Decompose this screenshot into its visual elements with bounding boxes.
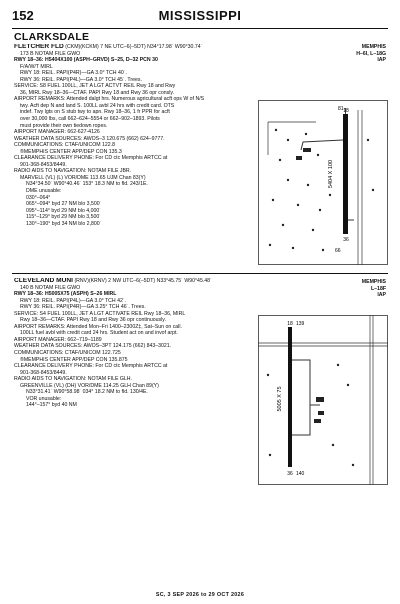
- detail-line: 095°–114° byd 29 NM blo 4,000´: [26, 207, 101, 214]
- detail-line: GREENVILLE (VL) (DH) VOR/DME 114.25 GLH Chan 89(Y): [20, 382, 159, 389]
- detail-line: N34°34.50´ W90°40.46´ 153° 18.3 NM to fld. 243/1E.: [26, 181, 148, 188]
- detail-line: CLEARANCE DELIVERY PHONE: For CD ctc Memphis ARTCC at: [14, 363, 168, 370]
- detail-line: 065°–094° byd 27 NM blo 3,500´: [26, 201, 102, 208]
- runway-end-36: 36: [343, 237, 349, 243]
- detail-line: COMMUNICATIONS: CTAF/UNICOM 122.725: [14, 350, 121, 357]
- detail-line: Rwy 18–36—CTAF. PAPI Rwy 18 and Rwy 36 opr continuously.: [20, 317, 166, 324]
- detail-line: RADIO AIDS TO NAVIGATION: NOTAM FILE JBR.: [14, 168, 132, 175]
- detail-line: twy. Acft dep N and land S. 100LL avbl 24 hrs with credit card. OTS: [20, 102, 175, 109]
- airport-entry-cleveland: [14, 278, 256, 409]
- detail-line: DME unusable:: [26, 188, 62, 195]
- detail-line: RWY 18–36: H5005X75 (ASPH) S–26 MIRL: [14, 291, 117, 298]
- detail-line: 173 B NOTAM FILE GWO: [20, 50, 81, 57]
- detail-line: MARVELL (VL) (L) VOR/DME 113.65 UJM Chan 83(Y): [20, 174, 146, 181]
- detail-line: 100LL fuel avbl with credit card 24 hrs. Student act on and invof arpt.: [20, 330, 178, 337]
- detail-line: WEATHER DATA SOURCES: AWOS–3PT 124.175 (662) 843–3021.: [14, 343, 172, 350]
- detail-line: over 30,000 lbs, call 662–624–5554 or 662–902–1893. Pilots: [20, 116, 160, 123]
- airport-diagram-fletcher: [258, 100, 388, 265]
- detail-line: AIRPORT MANAGER: 662–719–1189: [14, 336, 102, 343]
- chart-refs-fletcher: [356, 44, 386, 64]
- runway-18-36: [343, 114, 348, 234]
- detail-line: RWY 18: REIL. PAPI(P4R)—GA 3.0° TCH 40´.: [20, 70, 127, 77]
- building: [296, 156, 302, 160]
- building: [316, 397, 324, 402]
- detail-line: AIRPORT MANAGER: 662-627-4126: [14, 129, 100, 136]
- detail-line: AIRPORT REMARKS: Attended dalgt hrs. Numerous agricultural acft ops W of N/S: [14, 96, 205, 103]
- airport-details: [14, 285, 256, 409]
- detail-line: 901-368-8453/8449.: [20, 369, 67, 376]
- detail-line: RWY 18–36: H5404X100 (ASPH–GRVD) S–25, D–32 PCN 30: [14, 57, 158, 64]
- elevation-north: 81: [338, 106, 344, 112]
- detail-line: VOR unusable:: [26, 395, 62, 402]
- elevation-south: 140: [296, 471, 305, 477]
- elevation-south: 66: [335, 248, 341, 254]
- detail-line: F/A/W/T MIRL: [20, 63, 53, 70]
- airport-name: FLETCHER FLD: [14, 44, 64, 50]
- airport-summary: (CKM)(KCKM) 7 NE UTC–6(–5DT) N34°17.98´ W90°30.74´: [65, 44, 203, 50]
- detail-line: RADIO AIDS TO NAVIGATION: NOTAM FILE GLH.: [14, 376, 132, 383]
- diagram-frame: [259, 101, 388, 265]
- page-header: [12, 8, 388, 26]
- airport-entry-fletcher: [14, 44, 256, 227]
- detail-line: 144°–157° byd 40 NM: [26, 402, 77, 409]
- detail-line: 140 B NOTAM FILE GWO: [20, 284, 81, 291]
- airport-diagram-cleveland: [258, 315, 388, 485]
- obstructions: [269, 129, 374, 251]
- detail-line: ®MEMPHIS CENTER APP/DEP CON 135.875: [20, 356, 128, 363]
- detail-line: SERVICE: S4 FUEL 100LL, JET A LGT ACTIVATE REIL Rwy 18–36, MIRL: [14, 310, 186, 317]
- detail-line: 130°–190° byd 34 NM blo 2,800´: [26, 220, 102, 227]
- detail-line: N33°31.41´ W90°58.98´ 034° 18.2 NM to fld. 130/4E.: [26, 389, 148, 396]
- chart-ref: IAP: [377, 57, 386, 64]
- chart-ref: L–18F: [371, 285, 386, 292]
- detail-line: 36, MIRL Rwy 18–36—CTAF. PAPI Rwy 18 and Rwy 36 opr consly.: [20, 89, 175, 96]
- building: [318, 411, 324, 415]
- detail-line: RWY 36: REIL. PAPI(P4L)—GA 3.0° TCH 45´. Trees.: [20, 76, 142, 83]
- runway-end-18: 18: [287, 321, 293, 327]
- detail-line: must provide their own tiedown ropes.: [20, 122, 108, 129]
- detail-line: AIRPORT REMARKS: Attended Mon–Fri 1400–2300Z‡, Sat–Sun on call.: [14, 323, 182, 330]
- chart-ref: MEMPHIS: [361, 279, 386, 285]
- detail-line: 901-368-8453/8449.: [20, 161, 67, 168]
- parallel-taxiway: [292, 360, 310, 435]
- elevation-north: 139: [296, 321, 305, 327]
- runway-dimension-label: 5404 X 100: [328, 159, 334, 189]
- page-footer: SC, 3 SEP 2026 to 29 OCT 2026: [155, 592, 245, 598]
- chart-ref: MEMPHIS: [361, 44, 386, 50]
- airport-summary: (RNV)(KRNV) 2 NW UTC–6(–5DT) N33°45.75´ W90°45.48´: [74, 278, 212, 284]
- detail-line: ®MEMPHIS CENTER APP/DEP CON 135.3: [20, 148, 122, 155]
- airport-details: [14, 51, 256, 228]
- airport-name: CLEVELAND MUNI: [14, 278, 73, 284]
- state-title: MISSISSIPPI: [158, 8, 242, 23]
- detail-line: COMMUNICATIONS: CTAF/UNICOM 122.8: [14, 142, 115, 149]
- detail-line: 115°–129° byd 29 NM blo 3,500´: [26, 214, 101, 221]
- chart-ref: H–6I, L–18G: [356, 50, 386, 57]
- runway-18-36: [288, 327, 292, 467]
- detail-line: 030°–064°: [26, 194, 51, 201]
- detail-line: RWY 18: REIL. PAPI(P4L)—GA 3.0° TCH 42´.: [20, 297, 127, 304]
- detail-line: WEATHER DATA SOURCES: AWOS–3 120.675 (662) 624–9777.: [14, 135, 165, 142]
- city-name: CLARKSDALE: [14, 31, 90, 43]
- chart-refs-cleveland: [362, 279, 386, 299]
- header-rule: [12, 28, 388, 29]
- detail-line: indef. Twy lgts on S stub twy to apn. Rwy 18–36, 1 fr PPR for acft: [20, 109, 170, 116]
- building: [303, 148, 311, 152]
- chart-ref: IAP: [377, 292, 386, 299]
- runway-end-18: 18: [343, 108, 349, 114]
- detail-line: SERVICE: S8 FUEL 100LL, JET A LGT ACTVT REIL Rwy 18 and Rwy: [14, 83, 176, 90]
- runway-dimension-label: 5005 X 75: [277, 386, 283, 412]
- detail-line: RWY 36: REIL. PAPI(P4R)—GA 3.25° TCH 46´. Trees.: [20, 304, 146, 311]
- page-number: 152: [12, 8, 34, 23]
- section-divider: [12, 273, 388, 274]
- building: [314, 419, 321, 423]
- runway-end-36: 36: [287, 471, 293, 477]
- detail-line: CLEARANCE DELIVERY PHONE: For CD ctc Memphis ARTCC at: [14, 155, 168, 162]
